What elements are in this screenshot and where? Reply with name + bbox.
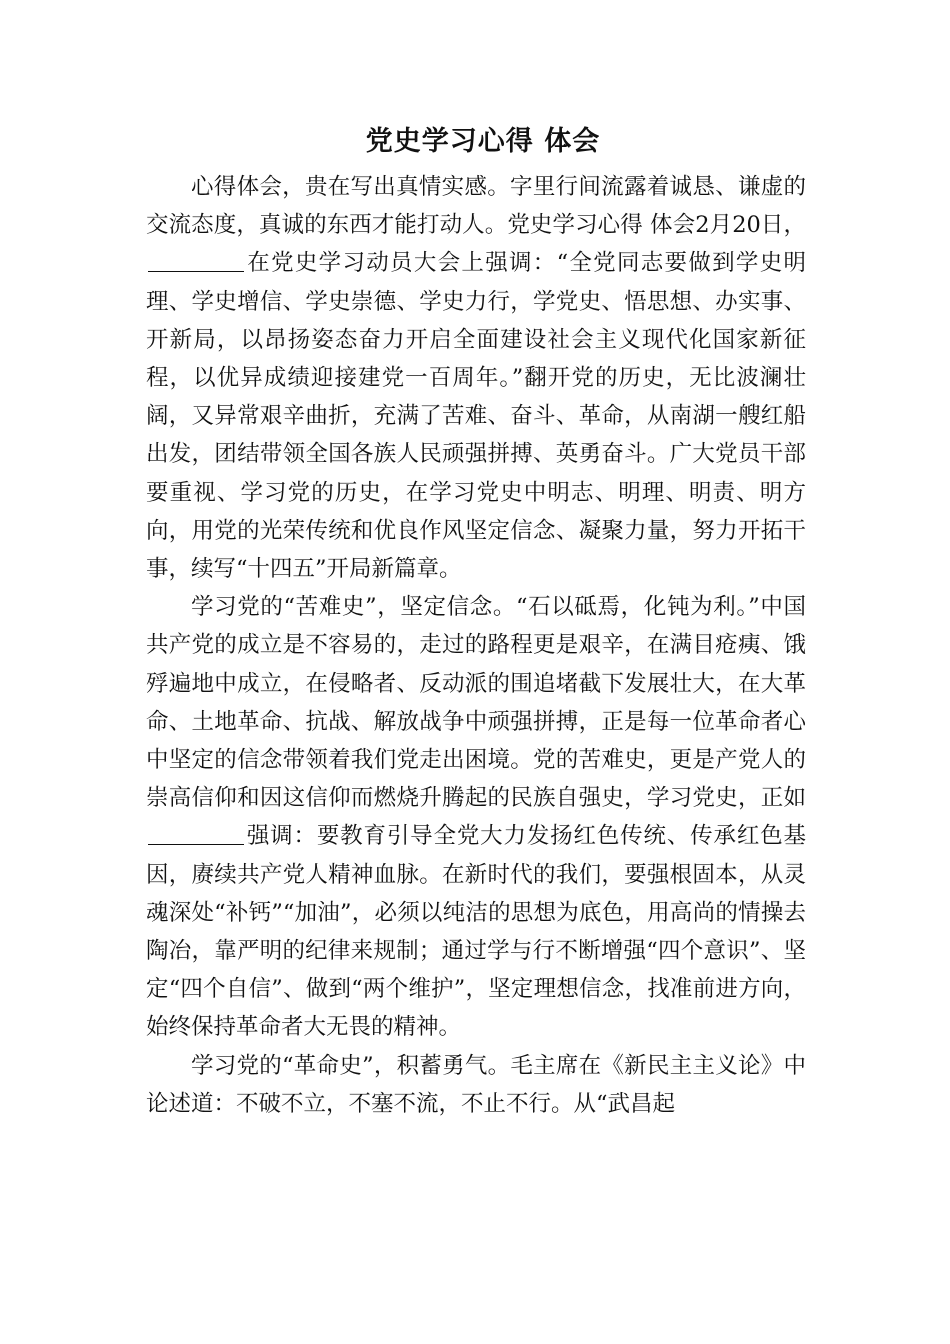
paragraph-text: 强调：要教育引导全党大力发扬红色传统、传承红色基因，赓续共产党人精神血脉。在新时代的我们，要强根固本，从灵魂深处“补钙”“加油”，必须以纯洁的思想为底色，用高尚的情操去陶冶，靠严明的纪律来规制；通过学与行不断增强“四个意识”、坚定“四个自信”、做到“两个维护”，坚定理想信念，找准前进方向，始终保持革命者大无畏的精神。 [146, 823, 806, 1041]
paragraph-text: 学习党的“革命史”，积蓄勇气。毛主席在《新民主主义论》中论述道：不破不立，不塞不流，不止不行。从“武昌起 [146, 1052, 806, 1117]
fill-in-blank [148, 822, 244, 846]
document-page [146, 122, 806, 1123]
paragraph-text: 在党史学习动员大会上强调：“全党同志要做到学史明理、学史增信、学史崇德、学史力行，学党史、悟思想、办实事、开新局，以昂扬姿态奋力开启全面建设社会主义现代化国家新征程，以优异成绩迎接建党一百周年。”翻开党的历史，无比波澜壮阔，又异常艰辛曲折，充满了苦难、奋斗、革命，从南湖一艘红船出发，团结带领全国各族人民顽强拼搏、英勇奋斗。广大党员干部要重视、学习党的历史，在学习党史中明志、明理、明责、明方向，用党的光荣传统和优良作风坚定信念、凝聚力量，努力开拓干事，续写“十四五”开局新篇章。 [146, 250, 806, 583]
fill-in-blank [148, 249, 244, 273]
paragraph-hardship-history [146, 588, 806, 1046]
document-body [146, 168, 806, 1123]
paragraph-text: 学习党的“苦难史”，坚定信念。“石以砥焉，化钝为利。”中国共产党的成立是不容易的，走过的路程更是艰辛，在满目疮痍、饿殍遍地中成立，在侵略者、反动派的围追堵截下发展壮大，在大革命、土地革命、抗战、解放战争中顽强拼搏，正是每一位革命者心中坚定的信念带领着我们党走出困境。党的苦难史，更是产党人的崇高信仰和因这信仰而燃烧升腾起的民族自强史，学习党史，正如 [146, 594, 806, 812]
paragraph-revolution-history [146, 1047, 806, 1123]
document-title: 党史学习心得 体会 [365, 126, 601, 157]
paragraph-intro [146, 168, 806, 588]
paragraph-text: 心得体会，贵在写出真情实感。字里行间流露着诚恳、谦虚的交流态度，真诚的东西才能打动人。党史学习心得 体会2月20日， [146, 174, 806, 239]
